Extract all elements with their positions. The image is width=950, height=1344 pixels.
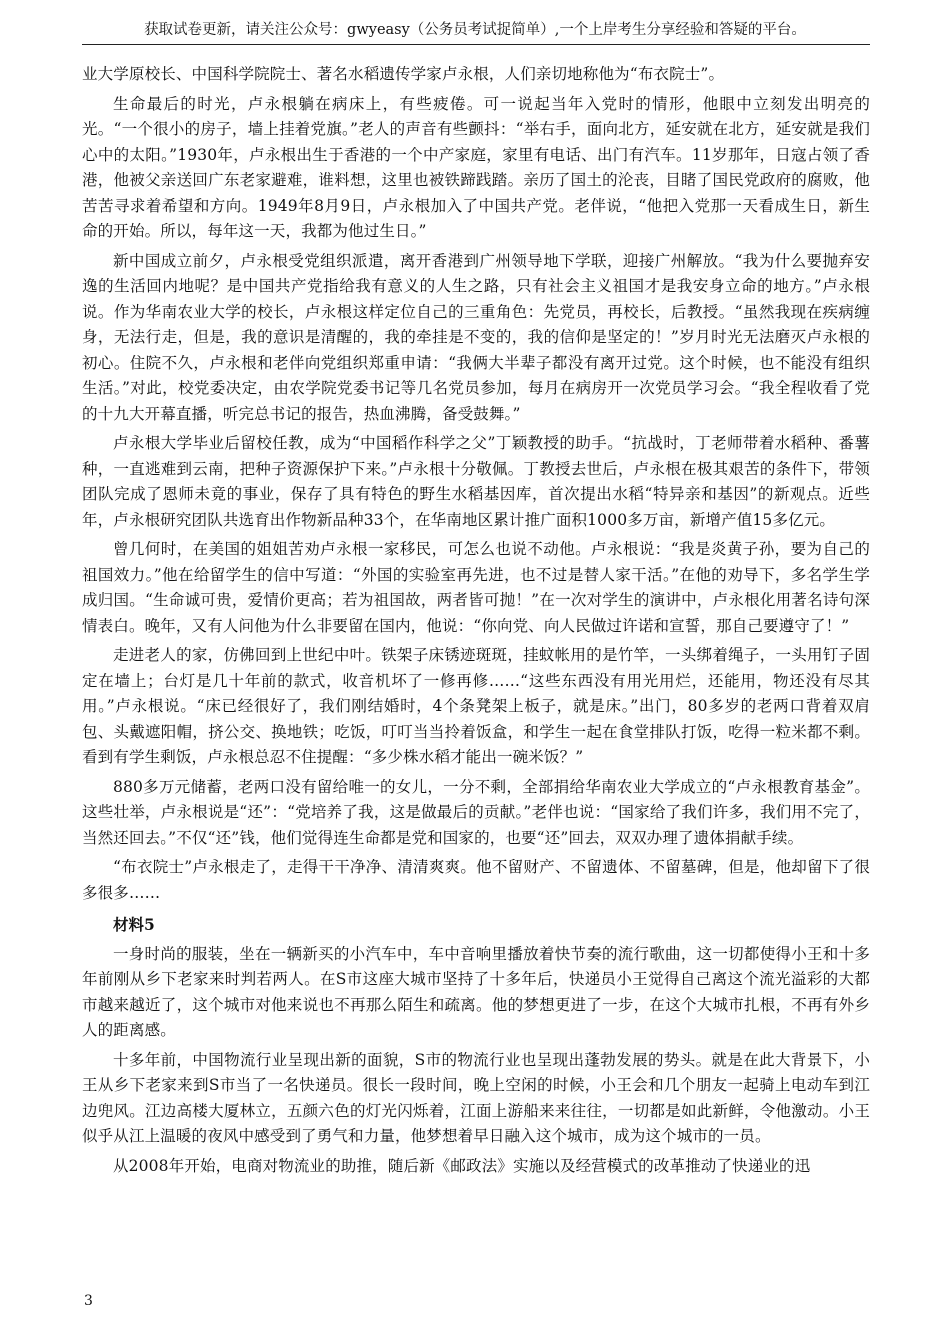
paragraph: 曾几何时，在美国的姐姐苦劝卢永根一家移民，可怎么也说不动他。卢永根说：“我是炎黄子孙，要为自己的祖国效力。”他在给留学生的信中写道：“外国的实验室再先进，也不过是替人家干活。”在他的劝导下，多名学生学成归国。“生命诚可贵，爱情价更高；若为祖国故，两者皆可抛！”在一次对学生的演讲中，卢永根化用著名诗句深情表白。晚年，又有人问他为什么非要留在国内，他说：“你向党、向人民做过许诺和宣誓，那自己要遵守了！” (82, 540, 870, 635)
paragraph: 一身时尚的服装，坐在一辆新买的小汽车中，车中音响里播放着快节奏的流行歌曲，这一切都使得小王和十多年前刚从乡下老家来时判若两人。在S市这座大城市坚持了十多年后，快递员小王觉得自己离这个流光溢彩的大都市越来越近了，这个城市对他来说也不再那么陌生和疏离。他的梦想更进了一步，在这个大城市扎根，不再有外乡人的距离感。 (82, 944, 870, 1039)
page-number: 3 (84, 1293, 93, 1309)
paragraph: 十多年前，中国物流行业呈现出新的面貌，S市的物流行业也呈现出蓬勃发展的势头。就是在此大背景下，小王从乡下老家来到S市当了一名快递员。很长一段时间，晚上空闲的时候，小王会和几个朋友一起骑上电动车到江边兜风。江边高楼大厦林立，五颜六色的灯光闪烁着，江面上游船来来往往，一切都是如此新鲜，令他激动。小王似乎从江上温暖的夜风中感受到了勇气和力量，他梦想着早日融入这个城市，成为这个城市的一员。 (82, 1050, 870, 1145)
paragraph: 从2008年开始，电商对物流业的助推，随后新《邮政法》实施以及经营模式的改革推动了快递业的迅 (113, 1156, 811, 1175)
header-divider (82, 44, 870, 45)
paragraph: 卢永根大学毕业后留校任教，成为“中国稻作科学之父”丁颖教授的助手。“抗战时，丁老师带着水稻种、番薯种，一直逃难到云南，把种子资源保护下来。”卢永根十分敬佩。丁教授去世后，卢永根在极其艰苦的条件下，带领团队完成了恩师未竟的事业，保存了具有特色的野生水稻基因库，首次提出水稻“特异亲和基因”的新观点。近些年，卢永根研究团队共选育出作物新品种33个，在华南地区累计推广面积1000多万亩，新增产值15多亿元。 (82, 434, 870, 529)
article-body (82, 62, 870, 1183)
paragraph: 走进老人的家，仿佛回到上世纪中叶。铁架子床锈迹斑斑，挂蚊帐用的是竹竿，一头绑着绳子，一头用钉子固定在墙上；台灯是几十年前的款式，收音机坏了一修再修……“这些东西没有用光用烂，还能用，物还没有尽其用。”卢永根说。“床已经很好了，我们刚结婚时，4个条凳架上板子，就是床。”出门，80多岁的老两口背着双肩包、头戴遮阳帽，挤公交、换地铁；吃饭，叮叮当当拎着饭盒，和学生一起在食堂排队打饭，吃得一粒米都不剩。看到有学生剩饭，卢永根总忍不住提醒：“多少株水稻才能出一碗米饭？” (82, 646, 870, 766)
paragraph: “布衣院士”卢永根走了，走得干干净净、清清爽爽。他不留财产、不留遗体、不留墓碑，但是，他却留下了很多很多…… (82, 858, 870, 902)
paragraph: 业大学原校长、中国科学院院士、著名水稻遗传学家卢永根，人们亲切地称他为“布衣院士”。 (82, 65, 725, 83)
header-note: 获取试卷更新，请关注公众号：gwyeasy（公务员考试捉简单）,一个上岸考生分享经验和答疑的平台。 (144, 22, 806, 38)
paragraph: 新中国成立前夕，卢永根受党组织派遣，离开香港到广州领导地下学联，迎接广州解放。“我为什么要抛弃安逸的生活回内地呢？是中国共产党指给我有意义的人生之路，只有社会主义祖国才是我安身立命的地方。”卢永根说。作为华南农业大学的校长，卢永根这样定位自己的三重角色：先党员，再校长，后教授。“虽然我现在疾病缠身，无法行走，但是，我的意识是清醒的，我的牵挂是不变的，我的信仰是坚定的！”岁月时光无法磨灭卢永根的初心。住院不久，卢永根和老伴向党组织郑重申请：“我俩大半辈子都没有离开过党。这个时候，也不能没有组织生活。”对此，校党委决定，由农学院党委书记等几名党员参加，每月在病房开一次党员学习会。“我全程收看了党的十九大开幕直播，听完总书记的报告，热血沸腾，备受鼓舞。” (82, 251, 870, 423)
section-title: 材料5 (113, 915, 155, 934)
paragraph: 880多万元储蓄，老两口没有留给唯一的女儿，一分不剩，全部捐给华南农业大学成立的“卢永根教育基金”。这些壮举，卢永根说是“还”：“党培养了我，这是做最后的贡献。”老伴也说：“国家给了我们许多，我们用不完了，当然还回去。”不仅“还”钱，他们觉得连生命都是党和国家的，也要“还”回去，双双办理了遗体捐献手续。 (82, 777, 870, 847)
paragraph: 生命最后的时光，卢永根躺在病床上，有些疲倦。可一说起当年入党时的情形，他眼中立刻发出明亮的光。“一个很小的房子，墙上挂着党旗。”老人的声音有些颤抖：“举右手，面向北方，延安就在北方，延安就是我们心中的太阳。”1930年，卢永根出生于香港的一个中产家庭，家里有电话、出门有汽车。11岁那年，日寇占领了香港，他被父亲送回广东老家避难，谁料想，这里也被铁蹄践踏。亲历了国土的沦丧，目睹了国民党政府的腐败，他苦苦寻求着希望和方向。1949年8月9日，卢永根加入了中国共产党。老伴说，“他把入党那一天看成生日，新生命的开始。所以，每年这一天，我都为他过生日。” (82, 94, 870, 240)
